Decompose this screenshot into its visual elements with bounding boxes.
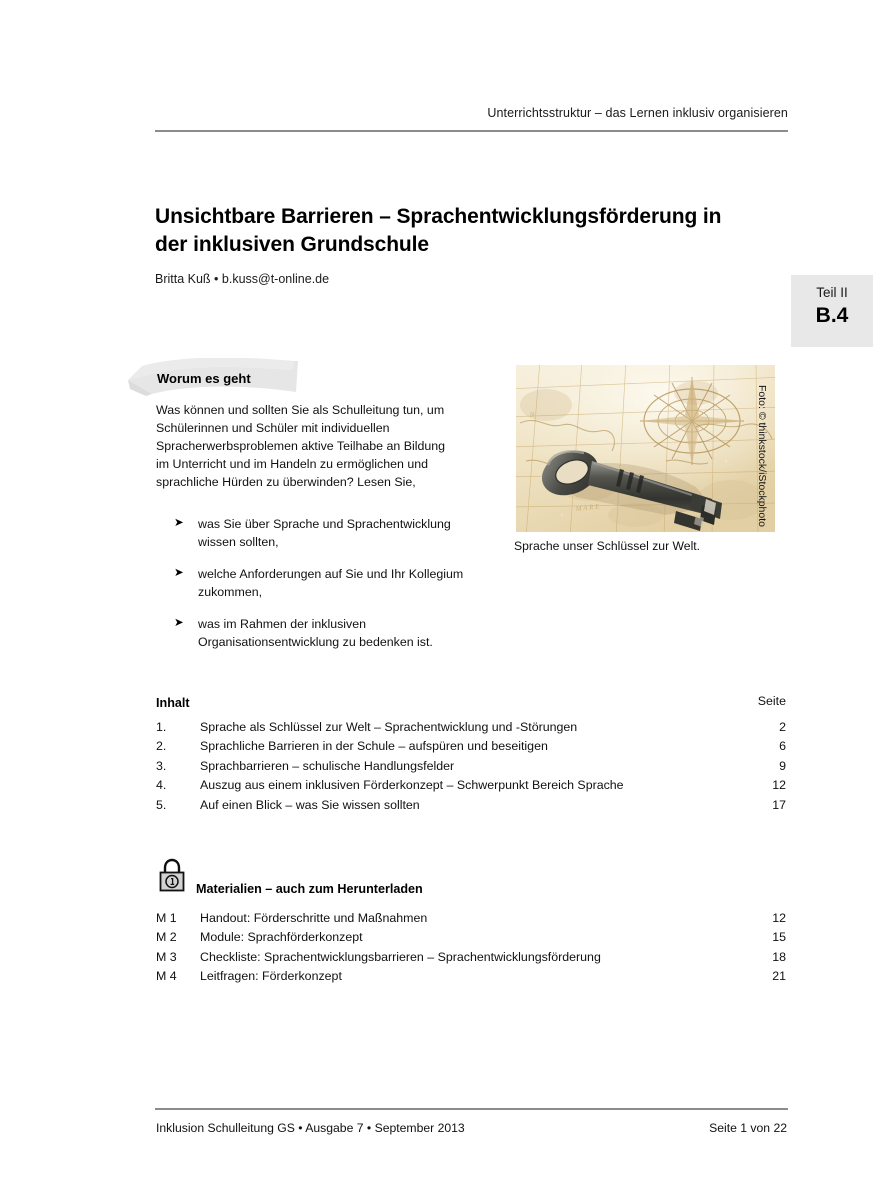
material-page: 15 [772,930,786,945]
page-header [155,104,788,122]
contents-page-column-heading: Seite [757,694,786,708]
toc-title: Sprache als Schlüssel zur Welt – Sprachentwicklung und -Störungen [200,720,578,734]
material-id: M 3 [156,949,177,964]
toc-number: 5. [156,797,167,812]
toc-title: Auf einen Blick – was Sie wissen sollten [200,797,420,812]
toc-number: 2. [156,739,167,754]
materials-heading: Materialien – auch zum Herunterladen [196,882,423,896]
list-item [174,565,464,601]
table-row[interactable] [156,911,786,930]
intro-bullet-list [174,515,464,665]
footer-page-number: Seite 1 von 22 [709,1121,787,1135]
material-page: 12 [772,911,786,925]
material-page: 21 [772,969,786,984]
photo-caption: Sprache unser Schlüssel zur Welt. [514,539,701,553]
toc-number: 4. [156,778,167,793]
contents-heading: Inhalt [156,696,190,710]
footer-publication-info: Inklusion Schulleitung GS • Ausgabe 7 • September 2013 [156,1121,465,1135]
table-row[interactable] [156,739,786,758]
worum-es-geht-heading: Worum es geht [157,371,251,386]
toc-page: 6 [779,739,786,754]
arrow-bullet-icon: ➤ [174,517,184,529]
list-item-label: was Sie über Sprache und Sprachentwicklung wissen sollten, [198,517,451,550]
material-id: M 2 [156,930,177,945]
toc-title: Sprachbarrieren – schulische Handlungsfelder [200,758,455,773]
table-row[interactable] [156,930,786,949]
running-title: Unterrichtsstruktur – das Lernen inklusiv organisieren [487,106,788,120]
material-page: 18 [772,949,786,964]
table-row[interactable] [156,759,786,778]
material-title: Checkliste: Sprachentwicklungsbarrieren – Sprachentwicklungsförderung [200,949,601,964]
table-row[interactable] [156,778,786,797]
author-contact: Britta Kuß • b.kuss@t-online.de [155,272,330,286]
material-id: M 4 [156,969,177,984]
arrow-bullet-icon: ➤ [174,617,184,630]
table-row[interactable] [156,950,786,969]
contents-header [156,694,786,712]
list-item-label: was im Rahmen der inklusiven Organisationsentwicklung zu bedenken ist. [198,617,433,650]
materials-list [156,911,786,989]
material-title: Handout: Förderschritte und Maßnahmen [200,911,428,925]
part-badge [791,275,873,347]
page-footer [156,1121,787,1135]
toc-page: 17 [772,797,786,812]
toc-page: 9 [779,758,786,773]
material-title: Leitfragen: Förderkonzept [200,969,342,984]
table-row[interactable] [156,969,786,988]
toc-number: 1. [156,720,167,734]
arrow-bullet-icon: ➤ [174,567,184,580]
toc-page: 2 [779,720,786,734]
list-item [174,615,464,651]
svg-text:M A R E: M A R E [575,502,600,513]
footer-divider [155,1108,788,1110]
table-of-contents [156,720,786,817]
padlock-icon [157,858,187,894]
intro-paragraph: Was können und sollten Sie als Schulleitung tun, um Schülerinnen und Schüler mit individuellen Spracherwerbsproblemen aktive Teilhabe an Bildung im Unterricht und im Handeln zu ermöglichen und sprachliche Hürden zu überwinden? Lesen Sie, [156,403,446,490]
svg-text:N: N [529,410,535,419]
material-id: M 1 [156,911,177,925]
part-badge-code: B.4 [815,303,849,327]
toc-number: 3. [156,758,167,773]
list-item [174,515,464,551]
list-item-label: welche Anforderungen auf Sie und Ihr Kollegium zukommen, [198,567,464,600]
toc-title: Auszug aus einem inklusiven Förderkonzept – Schwerpunkt Bereich Sprache [200,778,624,793]
toc-title: Sprachliche Barrieren in der Schule – aufspüren und beseitigen [200,739,548,754]
page-title: Unsichtbare Barrieren – Sprachentwicklungsförderung in der inklusiven Grundschule [155,205,722,256]
header-divider [155,130,788,132]
key-on-map-photo [516,365,775,532]
table-row[interactable] [156,798,786,817]
part-badge-part: Teil II [816,285,848,300]
table-row[interactable] [156,720,786,739]
material-title: Module: Sprachförderkonzept [200,930,363,945]
photo-credit: Foto: © thinkstock/iStockphoto [756,385,768,527]
toc-page: 12 [772,778,786,793]
